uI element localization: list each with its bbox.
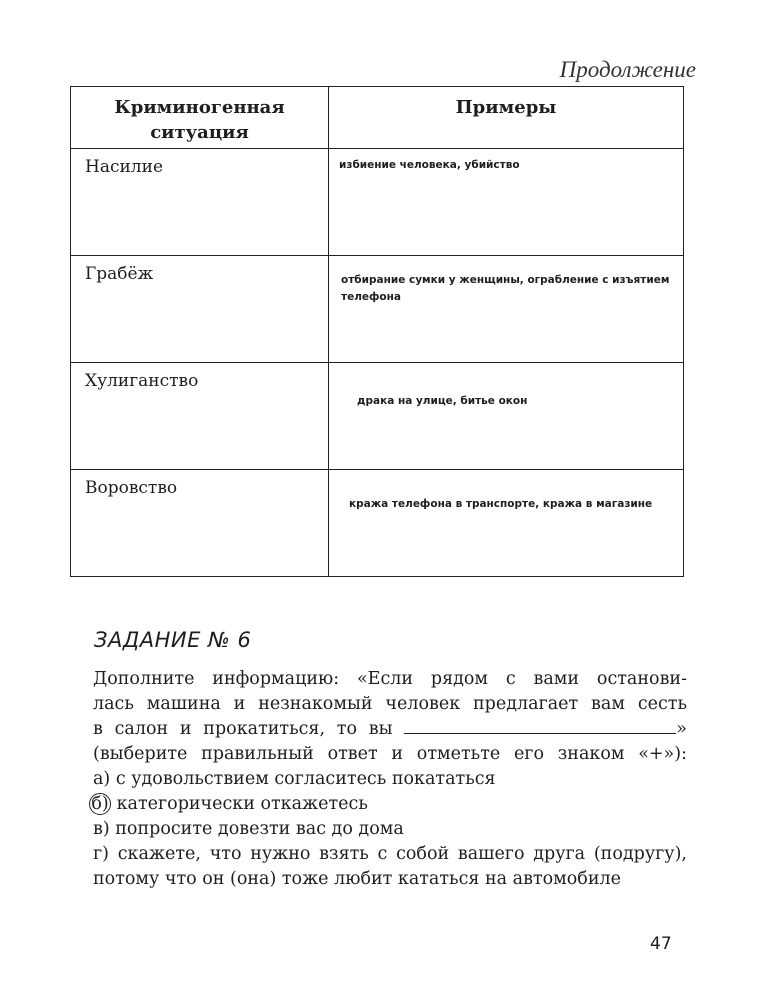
situation-cell: Насилие <box>71 149 329 256</box>
option-marker: г) <box>93 844 109 864</box>
task-line-start: в салон и прокатиться, то вы <box>93 719 393 739</box>
option-marker: а) <box>93 769 111 789</box>
table-row <box>71 470 684 577</box>
table-header-row <box>71 87 684 149</box>
answer-blank[interactable] <box>404 717 676 734</box>
example-cell: избиение человека, убийство <box>329 149 684 256</box>
option-text: скажете, что нужно взять с собой вашего друга (подругу), потому что он (она) тоже любит кататься на автомобиле <box>93 844 687 889</box>
header-situation: Криминогенная ситуация <box>71 87 329 149</box>
option-marker-circled: б) <box>89 793 111 815</box>
option-b[interactable] <box>93 792 687 817</box>
task-title: ЗАДАНИЕ № 6 <box>94 628 252 652</box>
option-text: с удовольствием согласитесь покататься <box>115 769 496 789</box>
task-body <box>93 667 687 892</box>
table-row <box>71 149 684 256</box>
option-marker: в) <box>93 819 110 839</box>
situation-cell: Воровство <box>71 470 329 577</box>
option-a[interactable] <box>93 767 687 792</box>
crime-situations-table <box>70 86 684 577</box>
task-line <box>93 717 687 742</box>
task-line: лась машина и незнакомый человек предлагает вам сесть <box>93 694 687 714</box>
header-examples: Примеры <box>329 87 684 149</box>
option-c[interactable] <box>93 817 687 842</box>
continuation-label: Продолжение <box>559 57 696 82</box>
task-line: Дополните информацию: «Если рядом с вами останови- <box>93 669 687 689</box>
situation-cell: Хулиганство <box>71 363 329 470</box>
example-cell: отбирание сумки у женщины, ограбление с изъятием телефона <box>329 256 684 363</box>
table-row <box>71 363 684 470</box>
example-cell: кража телефона в транспорте, кража в магазине <box>329 470 684 577</box>
task-line-end: » <box>676 719 687 739</box>
example-cell: драка на улице, битье окон <box>329 363 684 470</box>
option-d[interactable] <box>93 842 687 892</box>
option-text: категорически откажетесь <box>116 794 368 814</box>
situation-cell: Грабёж <box>71 256 329 363</box>
page-number: 47 <box>650 934 672 954</box>
option-text: попросите довезти вас до дома <box>115 819 404 839</box>
table-row <box>71 256 684 363</box>
task-line: (выберите правильный ответ и отметьте его знаком «+»): <box>93 744 687 764</box>
